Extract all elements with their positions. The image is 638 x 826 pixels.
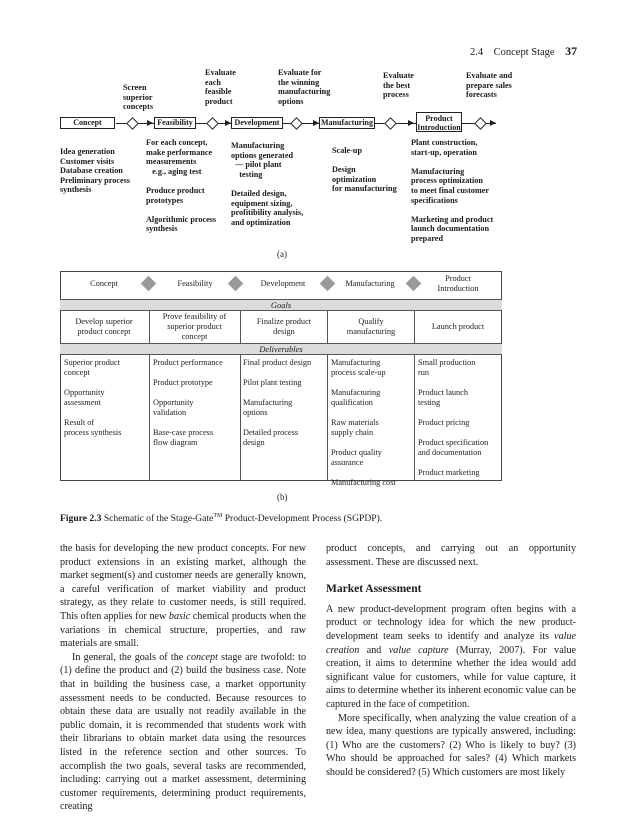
gate-diamond (384, 117, 397, 130)
gate-diamond (126, 117, 139, 130)
stage-development: Development (231, 117, 283, 129)
stage-manufacturing: Manufacturing (321, 118, 373, 127)
arrow-icon (490, 120, 496, 126)
figure-b-label: (b) (277, 492, 288, 502)
caption-text-after: Product-Development Process (SGPDP). (224, 513, 383, 525)
gate-diamond (206, 117, 219, 130)
deliverables-band: Deliverables (60, 343, 502, 355)
figure-caption (60, 513, 382, 524)
deliverables-introduction: Small production run Product launch testing Product pricing Product specification and documentation Product marketing (418, 358, 489, 477)
divider (240, 311, 241, 343)
label-evaluate-winning: Evaluate for the winning manufacturing options (278, 68, 331, 106)
b-stage-feasibility: Feasibility (177, 279, 213, 288)
divider (327, 311, 328, 343)
gate-diamond (290, 117, 303, 130)
b-stage-concept: Concept (90, 279, 118, 288)
deliverables-development: Final product design Pilot plant testing Manufacturing options Detailed process design (243, 358, 312, 447)
goals-band: Goals (60, 299, 502, 311)
paragraph: A new product-development program often begins with a product or technology idea for which the new product-development team seeks to identify and analyze its value creation and value capture (Murray, 2007). For value creation, it aims to determine whether the idea would add significant value for customers, while for value capture, it aims to determine whether its inherent economic value can be captured in the face of competition. (326, 603, 577, 710)
paragraph: the basis for developing the new product concepts. For new product extensions in an existing market, although the market segment(s) and customer needs are generally known, a careful verification of market viability and product strategy, as they relate to customer needs, is still required. This often applies for new basic chemical products when the variations in chemical structure, properties, and raw materials are small. (60, 543, 306, 650)
goal-manufacturing: Qualify manufacturing (346, 317, 396, 336)
label-evaluate-each: Evaluate each feasible product (205, 68, 236, 106)
trademark-mark: TM (213, 513, 223, 519)
label-evaluate-forecasts: Evaluate and prepare sales forecasts (466, 71, 513, 100)
development-activities: Manufacturing options generated — pilot plant testing Detailed design, equipment sizing, profitibility analysis, and optimization (231, 141, 304, 227)
stage-concept: Concept (60, 117, 115, 129)
b-stage-introduction: Product Introduction (437, 274, 479, 293)
arrow-icon (408, 120, 414, 126)
label-evaluate-best: Evaluate the best process (383, 71, 414, 100)
gate-diamond (474, 117, 487, 130)
left-column (60, 542, 306, 814)
label-screen: Screen superior concepts (123, 83, 154, 112)
deliverables-feasibility: Product performance Product prototype Opportunity validation Base-case process flow diagram (153, 358, 223, 447)
paragraph: More specifically, when analyzing the value creation of a new idea, many questions are typically answered, including: (1) Who are the customers? (2) Who is likely to buy? (3) Who should be approached for sales? (4) Which markets should be considered? (5) Which customers are most likely (326, 712, 576, 778)
section-number: 2.4 (470, 47, 484, 58)
stage-feasibility: Feasibility (154, 117, 196, 129)
b-stage-development: Development (260, 279, 306, 288)
manufacturing-activities: Scale-up Design optimization for manufacturing (332, 146, 397, 194)
figure-a-label: (a) (277, 249, 287, 259)
deliverables-manufacturing: Manufacturing process scale-up Manufacturing qualification Raw materials supply chain Product quality assurance Manufacturing cost (331, 358, 396, 487)
caption-text-before: Schematic of the Stage-Gate (103, 513, 214, 525)
paragraph: product concepts, and carrying out an opportunity assessment. These are discussed next. (326, 543, 576, 568)
goal-development: Finalize product design (256, 317, 312, 336)
goal-concept: Develop superior product concept (75, 317, 133, 336)
divider (149, 311, 150, 343)
section-title: Concept Stage (493, 47, 555, 58)
concept-activities: Idea generation Customer visits Database creation Preliminary process synthesis (60, 147, 130, 195)
paragraph: In general, the goals of the concept stage are twofold: to (1) define the product and (2) build the business case. Note that in building the business case, a market opportunity assessment needs to be conducted. Because resources to obtain these data are usually not readily available in the public domain, it is recommended that students work with their librarians to obtain market data using the resources listed in the reference section and other sources. To accomplish the two goals, several tasks are recommended, including: carrying out a market assessment, determining customer requirements, determining product requirements, creating (60, 651, 306, 813)
divider (327, 355, 328, 481)
feasibility-activities: For each concept, make performance measurements e.g., aging test Produce product prototypes Algorithmic process synthesis (146, 138, 217, 234)
stage-introduction: Product Introduction (417, 114, 461, 132)
deliverables-concept: Superior product concept Opportunity assessment Result of process synthesis (64, 358, 122, 437)
divider (414, 355, 415, 481)
right-column (326, 542, 576, 780)
arrow-icon (147, 120, 153, 126)
goal-introduction: Launch product (431, 322, 485, 331)
goal-feasibility: Prove feasibility of superior product concept (162, 312, 227, 341)
running-header (470, 44, 577, 59)
section-heading: Market Assessment (326, 583, 422, 596)
divider (414, 311, 415, 343)
divider (240, 355, 241, 481)
introduction-activities: Plant construction, start-up, operation Manufacturing process optimization to meet final customer specifications Marketing and product launch documentation prepared (411, 138, 494, 243)
divider (149, 355, 150, 481)
page-number: 37 (565, 44, 578, 58)
caption-label: Figure 2.3 (60, 513, 102, 525)
b-stage-manufacturing: Manufacturing (345, 279, 395, 288)
